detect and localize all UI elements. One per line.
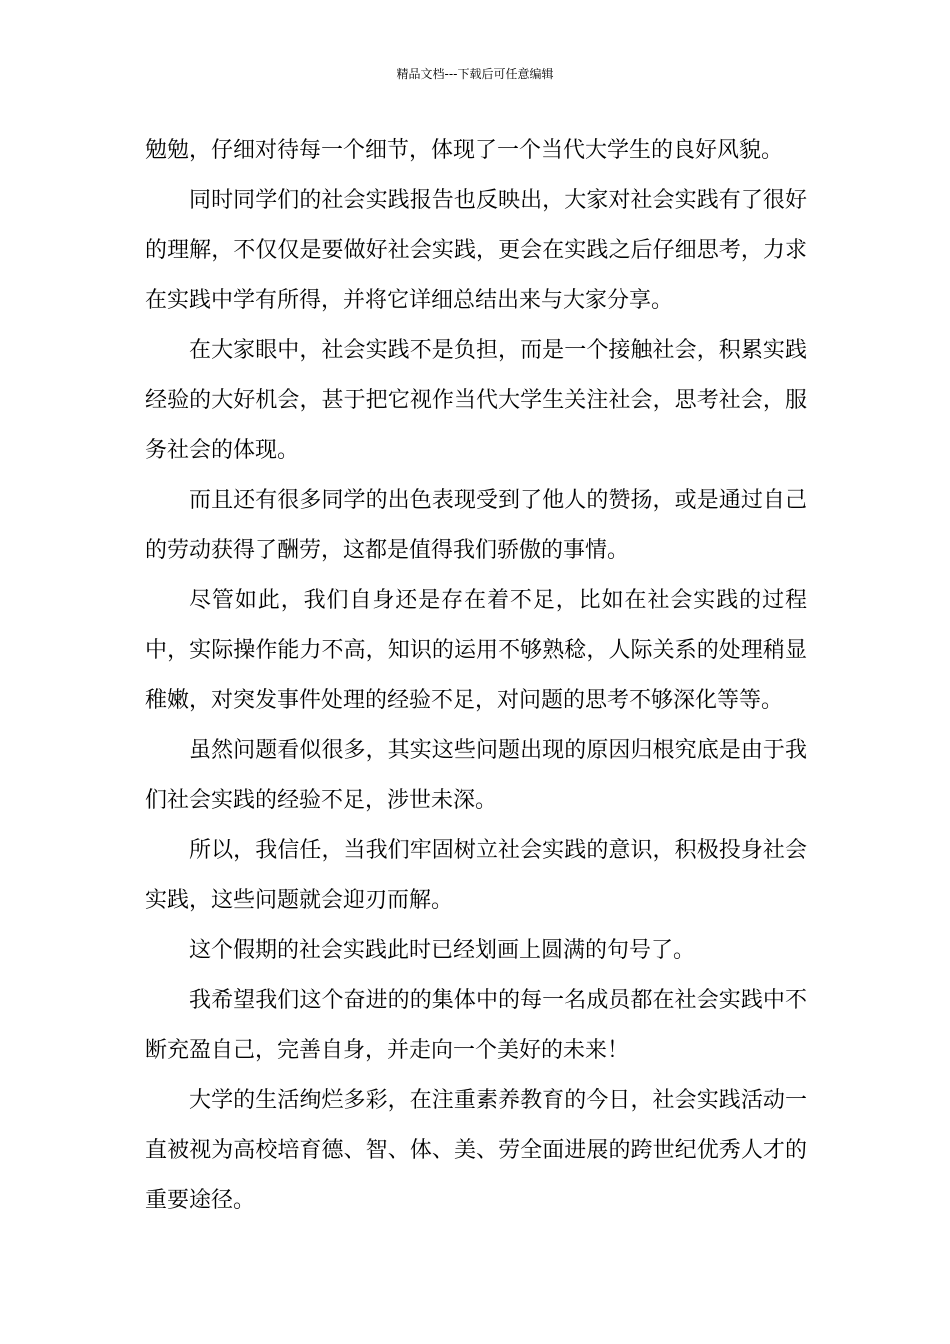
- paragraph-10: 大学的生活绚烂多彩，在注重素养教育的今日，社会实践活动一直被视为高校培育德、智、体、美、劳全面进展的跨世纪优秀人才的重要途径。: [145, 1088, 807, 1213]
- document-body: [145, 126, 807, 1226]
- paragraph-6: 虽然问题看似很多，其实这些问题出现的原因归根究底是由于我们社会实践的经验不足，涉世未深。: [145, 738, 807, 813]
- paragraph-2: 同时同学们的社会实践报告也反映出，大家对社会实践有了很好的理解，不仅仅是要做好社会实践，更会在实践之后仔细思考，力求在实践中学有所得，并将它详细总结出来与大家分享。: [145, 188, 807, 313]
- page-header: 精品文档---下载后可任意编辑: [396, 67, 554, 81]
- paragraph-4: 而且还有很多同学的出色表现受到了他人的赞扬，或是通过自己的劳动获得了酬劳，这都是值得我们骄傲的事情。: [145, 488, 807, 563]
- paragraph-5: 尽管如此，我们自身还是存在着不足，比如在社会实践的过程中，实际操作能力不高，知识的运用不够熟稔，人际关系的处理稍显稚嫩，对突发事件处理的经验不足，对问题的思考不够深化等等。: [145, 588, 807, 713]
- paragraph-7: 所以，我信任，当我们牢固树立社会实践的意识，积极投身社会实践，这些问题就会迎刃而解。: [145, 838, 807, 913]
- paragraph-3: 在大家眼中，社会实践不是负担，而是一个接触社会，积累实践经验的大好机会，甚于把它视作当代大学生关注社会，思考社会，服务社会的体现。: [145, 338, 807, 463]
- paragraph-9: 我希望我们这个奋进的的集体中的每一名成员都在社会实践中不断充盈自己，完善自身，并走向一个美好的未来！: [145, 988, 807, 1063]
- paragraph-8: 这个假期的社会实践此时已经划画上圆满的句号了。: [189, 938, 696, 963]
- paragraph-1: 勉勉，仔细对待每一个细节，体现了一个当代大学生的良好风貌。: [145, 138, 784, 163]
